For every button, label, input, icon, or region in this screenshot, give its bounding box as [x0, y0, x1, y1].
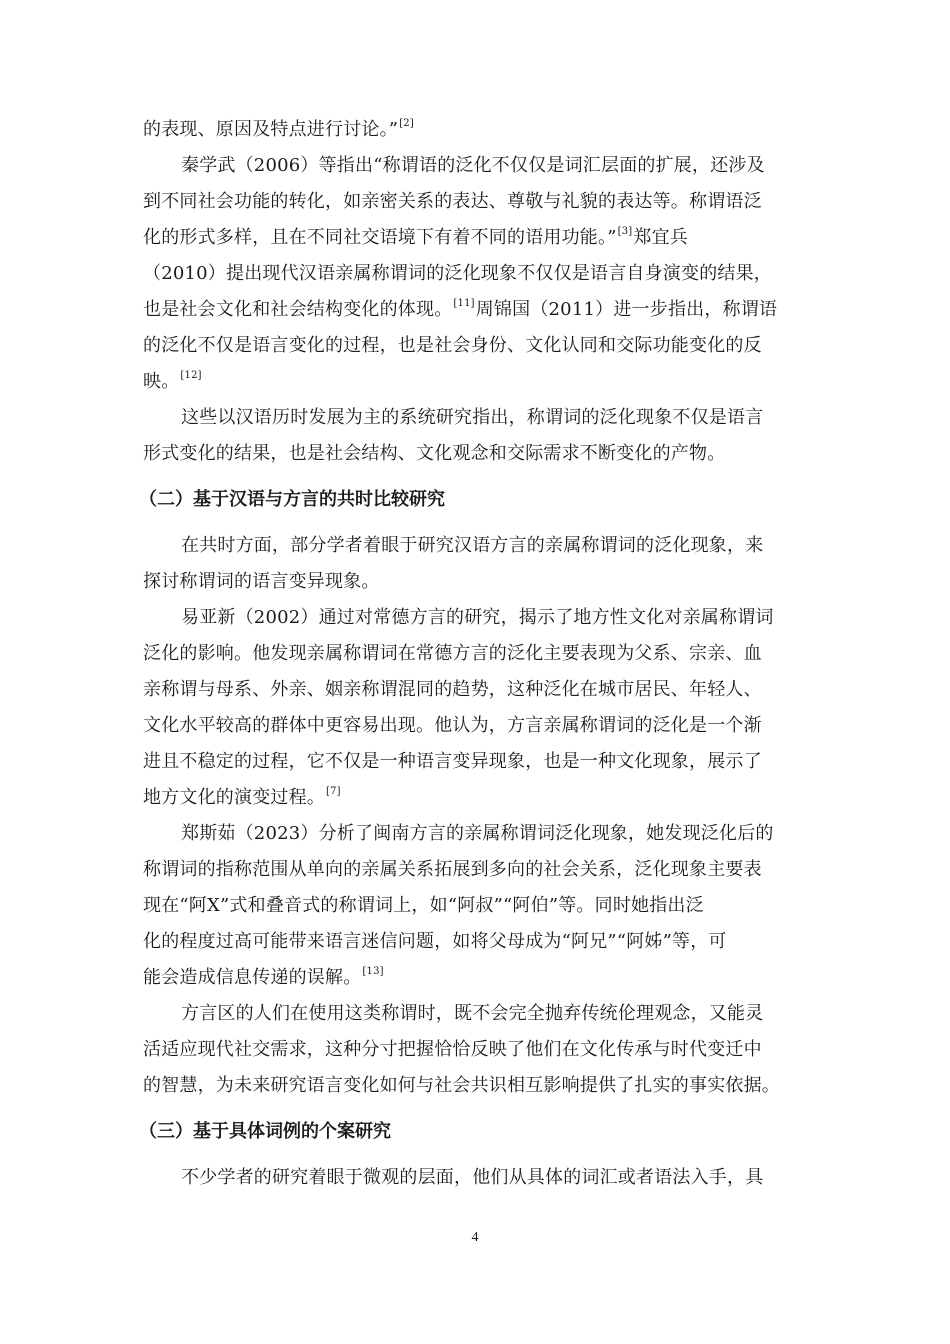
text-line: 映。[12]	[143, 370, 202, 392]
text-line: 进且不稳定的过程，它不仅是一种语言变异现象，也是一种文化现象，展示了	[143, 751, 762, 772]
text-line: 到不同社会功能的转化，如亲密关系的表达、尊敬与礼貌的表达等。称谓语泛	[143, 191, 762, 212]
text-line: 地方文化的演变过程。[7]	[143, 786, 341, 808]
text-line: 的智慧，为未来研究语言变化如何与社会共识相互影响提供了扎实的事实依据。	[143, 1075, 780, 1096]
text-line: 泛化的影响。他发现亲属称谓词在常德方言的泛化主要表现为父系、宗亲、血	[143, 643, 762, 664]
citation[interactable]: [11]	[453, 298, 475, 309]
section-heading: （二）基于汉语与方言的共时比较研究	[139, 489, 445, 510]
text-line: 在共时方面，部分学者着眼于研究汉语方言的亲属称谓词的泛化现象，来	[181, 535, 764, 556]
text-line: 的表现、原因及特点进行讨论。”[2]	[143, 118, 414, 140]
text-line: 郑斯茹（2023）分析了闽南方言的亲属称谓词泛化现象，她发现泛化后的	[181, 823, 774, 844]
text-line: 这些以汉语历时发展为主的系统研究指出，称谓词的泛化现象不仅是语言	[181, 407, 764, 428]
text-line: 亲称谓与母系、外亲、姻亲称谓混同的趋势，这种泛化在城市居民、年轻人、	[143, 679, 762, 700]
text-line: 称谓词的指称范围从单向的亲属关系拓展到多向的社会关系，泛化现象主要表	[143, 859, 762, 880]
text-line: 现在“阿X”式和叠音式的称谓词上，如“阿叔”“阿伯”等。同时她指出泛	[143, 895, 704, 916]
text-line: 探讨称谓词的语言变异现象。	[143, 571, 380, 592]
citation[interactable]: [7]	[326, 786, 341, 797]
citation[interactable]: [2]	[399, 118, 414, 129]
text-line: 化的程度过高可能带来语言迷信问题，如将父母成为“阿兄”“阿姊”等，可	[143, 931, 727, 952]
citation[interactable]: [3]	[617, 226, 633, 237]
citation[interactable]: [13]	[362, 966, 384, 977]
text-line: 秦学武（2006）等指出“称谓语的泛化不仅仅是词汇层面的扩展，还涉及	[181, 155, 765, 176]
text-line: 形式变化的结果，也是社会结构、文化观念和交际需求不断变化的产物。	[143, 443, 726, 464]
text-line: （2010）提出现代汉语亲属称谓词的泛化现象不仅仅是语言自身演变的结果，	[143, 263, 773, 284]
text-line: 能会造成信息传递的误解。[13]	[143, 966, 384, 988]
text-line: 的泛化不仅是语言变化的过程，也是社会身份、文化认同和交际功能变化的反	[143, 335, 762, 356]
citation[interactable]: [12]	[180, 370, 202, 381]
text-line: 易亚新（2002）通过对常德方言的研究，揭示了地方性文化对亲属称谓词	[181, 607, 774, 628]
text-line: 文化水平较高的群体中更容易出现。他认为，方言亲属称谓词的泛化是一个渐	[143, 715, 762, 736]
text-line: 也是社会文化和社会结构变化的体现。[11]周锦国（2011）进一步指出，称谓语	[143, 298, 778, 320]
section-heading: （三）基于具体词例的个案研究	[139, 1121, 391, 1142]
body-text	[139, 112, 808, 1196]
text-line: 活适应现代社交需求，这种分寸把握恰恰反映了他们在文化传承与时代变迁中	[143, 1039, 762, 1060]
text-line: 化的形式多样，且在不同社交语境下有着不同的语用功能。”[3]郑宜兵	[143, 226, 688, 248]
text-line: 不少学者的研究着眼于微观的层面，他们从具体的词汇或者语法入手，具	[181, 1167, 764, 1188]
text-line: 方言区的人们在使用这类称谓时，既不会完全抛弃传统伦理观念，又能灵	[181, 1003, 764, 1024]
page-number: 4	[471, 1230, 479, 1245]
